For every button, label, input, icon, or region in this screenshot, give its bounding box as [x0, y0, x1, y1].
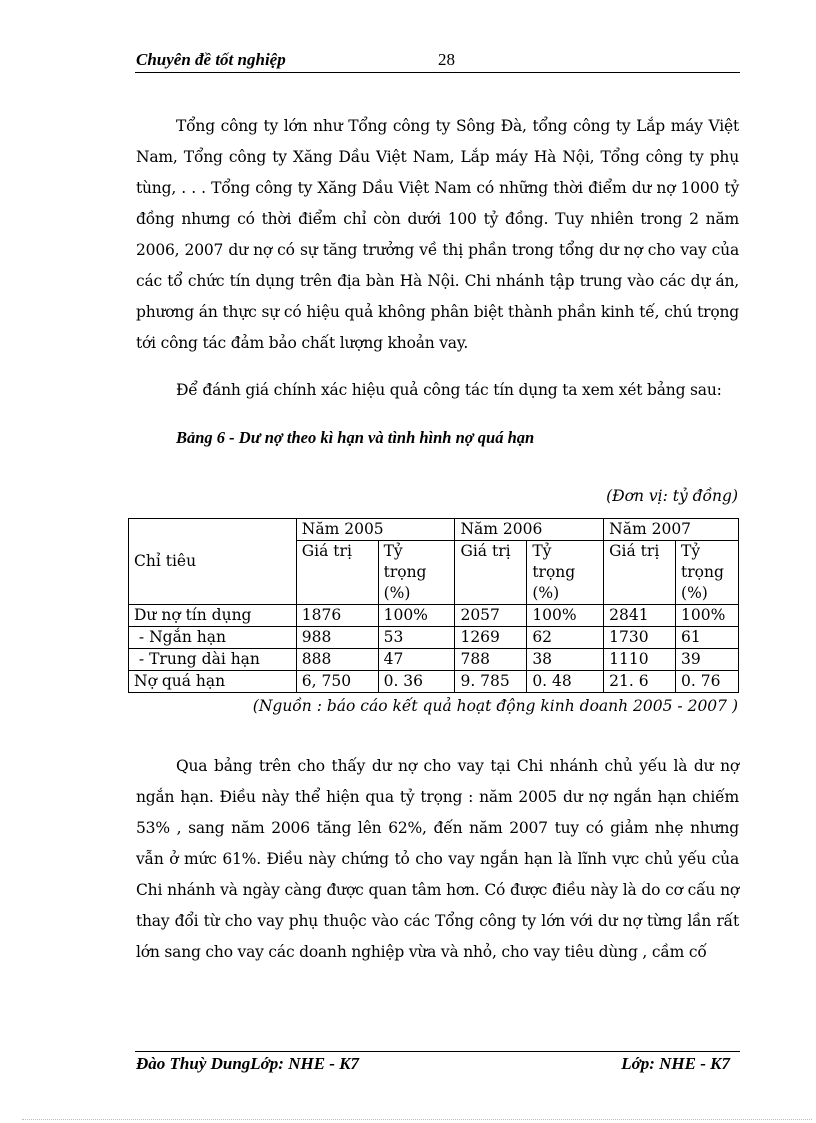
table-cell: 9. 785: [455, 671, 527, 693]
table-cell: 39: [676, 649, 739, 671]
table-row: [129, 649, 739, 671]
subheader-cell: Tỷ trọng (%): [676, 541, 739, 605]
table-cell: 21. 6: [604, 671, 676, 693]
year-header-cell: Năm 2006: [455, 519, 604, 541]
table-cell: 38: [527, 649, 604, 671]
table-unit: (Đơn vị: tỷ đồng): [606, 487, 738, 505]
footer-divider: [135, 1051, 740, 1052]
table-cell: 988: [296, 627, 378, 649]
header-title: Chuyên đề tốt nghiệp: [136, 50, 286, 69]
table-cell: 100%: [527, 605, 604, 627]
loan-table: [128, 518, 739, 693]
subheader-cell: Giá trị: [604, 541, 676, 605]
footer-class: Lớp: NHE - K7: [621, 1054, 730, 1073]
table-cell: 2057: [455, 605, 527, 627]
row-header-cell: Chỉ tiêu: [129, 519, 297, 605]
row-label: Nợ quá hạn: [129, 671, 297, 693]
table-cell: 53: [378, 627, 455, 649]
paragraph-table-lead: Để đánh giá chính xác hiệu quả công tác tín dụng ta xem xét bảng sau:: [176, 381, 722, 399]
table-cell: 0. 76: [676, 671, 739, 693]
table-cell: 62: [527, 627, 604, 649]
table-cell: 47: [378, 649, 455, 671]
table-cell: 2841: [604, 605, 676, 627]
table-header-row: [129, 519, 739, 541]
table-cell: 0. 36: [378, 671, 455, 693]
row-label: - Trung dài hạn: [129, 649, 297, 671]
table-cell: 1876: [296, 605, 378, 627]
table-cell: 1269: [455, 627, 527, 649]
table-cell: 888: [296, 649, 378, 671]
page-number: 28: [438, 50, 455, 69]
row-label: - Ngắn hạn: [129, 627, 297, 649]
subheader-cell: Giá trị: [455, 541, 527, 605]
table-cell: 0. 48: [527, 671, 604, 693]
table-row: [129, 671, 739, 693]
table-cell: 6, 750: [296, 671, 378, 693]
table-row: [129, 627, 739, 649]
table-cell: 788: [455, 649, 527, 671]
table-cell: 61: [676, 627, 739, 649]
subheader-cell: Tỷ trọng (%): [527, 541, 604, 605]
subheader-cell: Tỷ trọng (%): [378, 541, 455, 605]
table-cell: 100%: [378, 605, 455, 627]
header-divider: [135, 72, 740, 73]
table-cell: 1110: [604, 649, 676, 671]
page-edge-line: [22, 1119, 812, 1120]
footer-author: Đào Thuỳ DungLớp: NHE - K7: [136, 1054, 360, 1073]
table-source-note: (Nguồn : báo cáo kết quả hoạt động kinh doanh 2005 - 2007 ): [252, 697, 738, 715]
year-header-cell: Năm 2007: [604, 519, 739, 541]
table-caption: Bảng 6 - Dư nợ theo kì hạn và tình hình nợ quá hạn: [176, 428, 535, 447]
paragraph-analysis: Qua bảng trên cho thấy dư nợ cho vay tại Chi nhánh chủ yếu là dư nợ ngắn hạn. Điều này thể hiện qua tỷ trọng : năm 2005 dư nợ ngắn hạn chiếm 53% , sang năm 2006 tăng lên 62%, đến năm 2007 tuy có giảm nhẹ nhưng vẫn ở mức 61%. Điều này chứng tỏ cho vay ngắn hạn là lĩnh vực chủ yếu của Chi nhánh và ngày càng được quan tâm hơn. Có được điều này là do cơ cấu nợ thay đổi từ cho vay phụ thuộc vào các Tổng công ty lớn với dư nợ từng lần rất lớn sang cho vay các doanh nghiệp vừa và nhỏ, cho vay tiêu dùng , cầm cố: [136, 757, 739, 961]
table-row: [129, 605, 739, 627]
table-cell: 100%: [676, 605, 739, 627]
year-header-cell: Năm 2005: [296, 519, 455, 541]
row-label: Dư nợ tín dụng: [129, 605, 297, 627]
table-cell: 1730: [604, 627, 676, 649]
subheader-cell: Giá trị: [296, 541, 378, 605]
paragraph-intro: Tổng công ty lớn như Tổng công ty Sông Đà, tổng công ty Lắp máy Việt Nam, Tổng công ty Xăng Dầu Việt Nam, Lắp máy Hà Nội, Tổng công ty phụ tùng, . . . Tổng công ty Xăng Dầu Việt Nam có những thời điểm dư nợ 1000 tỷ đồng nhưng có thời điểm chỉ còn dưới 100 tỷ đồng. Tuy nhiên trong 2 năm 2006, 2007 dư nợ có sự tăng trưởng về thị phần trong tổng dư nợ cho vay của các tổ chức tín dụng trên địa bàn Hà Nội. Chi nhánh tập trung vào các dự án, phương án thực sự có hiệu quả không phân biệt thành phần kinh tế, chú trọng tới công tác đảm bảo chất lượng khoản vay.: [136, 117, 739, 352]
